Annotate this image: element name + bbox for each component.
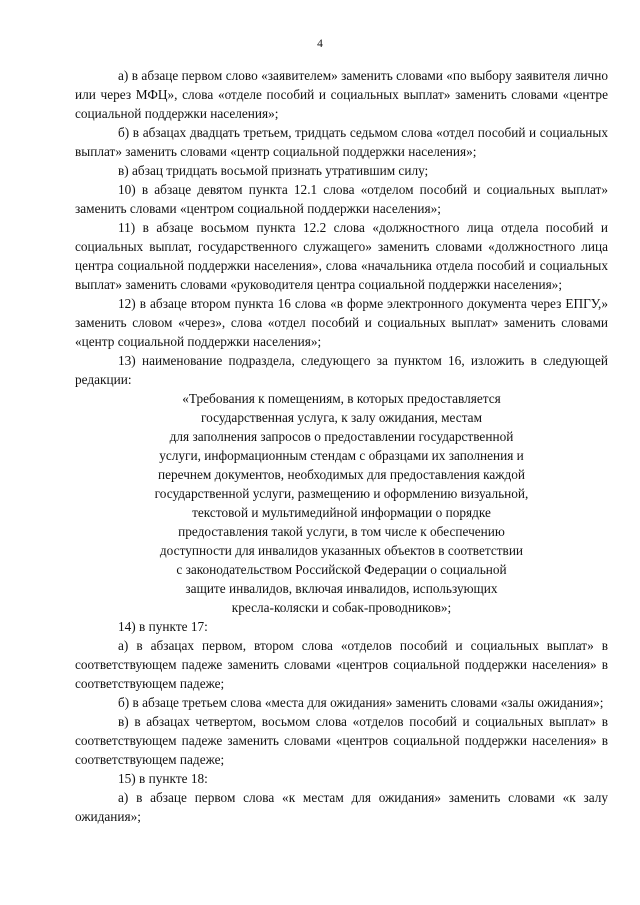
paragraph-item-10: 10) в абзаце девятом пункта 12.1 слова «отделом пособий и социальных выплат» заменить словами «центром социальной поддержки населения»; [75,182,608,216]
heading-line: доступности для инвалидов указанных объектов в соответствии [159,543,524,558]
subsection-heading-quote [75,389,608,617]
paragraph-item-15: 15) в пункте 18: [118,771,208,786]
heading-line: государственная услуга, к залу ожидания, местам [201,410,482,425]
heading-line: защите инвалидов, включая инвалидов, использующих [185,581,498,596]
paragraph-amend-a-first: а) в абзаце первом слово «заявителем» заменить словами «по выбору заявителя лично или через МФЦ», слова «отделе пособий и социальных выплат» заменить словами «центре социальной поддержки населения»; [75,68,608,121]
paragraph-item-11: 11) в абзаце восьмом пункта 12.2 слова «должностного лица отдела пособий и социальных выплат, государственного служащего» заменить словами «должностного лица центра социальной поддержки населения», слова «начальника отдела пособий и социальных выплат» заменить словами «руководителя центра социальной поддержки населения»; [75,220,608,292]
paragraph-item-12: 12) в абзаце втором пункта 16 слова «в форме электронного документа через ЕПГУ,» заменить словом «через», слова «отдел пособий и социальных выплат» заменить словами «центр социальной поддержки населения»; [75,296,608,349]
document-body [75,66,608,826]
heading-line: перечнем документов, необходимых для предоставления каждой [157,467,526,482]
paragraph-amend-v-thirty-eighth: в) абзац тридцать восьмой признать утратившим силу; [118,163,429,178]
heading-line: «Требования к помещениям, в которых предоставляется [182,391,501,406]
paragraph-item-15-a: а) в абзаце первом слова «к местам для ожидания» заменить словами «к залу ожидания»; [75,790,608,824]
heading-line: услуги, информационным стендам с образцами их заполнения и [159,448,524,463]
paragraph-item-14: 14) в пункте 17: [118,619,208,634]
heading-line: текстовой и мультимедийной информации о порядке [192,505,491,520]
paragraph-item-14-v: в) в абзацах четвертом, восьмом слова «отделов пособий и социальных выплат» в соответствующем падеже заменить словами «центров социальной поддержки населения» в соответствующем падеже; [75,714,608,767]
heading-line: кресла-коляски и собак-проводников»; [231,600,452,615]
paragraph-amend-b-twenty-third: б) в абзацах двадцать третьем, тридцать седьмом слова «отдел пособий и социальных выплат» заменить словами «центр социальной поддержки населения»; [75,125,608,159]
paragraph-item-14-b: б) в абзаце третьем слова «места для ожидания» заменить словами «залы ожидания»; [118,695,604,710]
paragraph-item-13: 13) наименование подраздела, следующего за пунктом 16, изложить в следующей редакции: [75,353,608,387]
heading-line: для заполнения запросов о предоставлении государственной [169,429,514,444]
heading-line: предоставления такой услуги, в том числе к обеспечению [178,524,505,539]
page-number: 4 [317,38,323,50]
heading-line: государственной услуги, размещению и оформлению визуальной, [154,486,529,501]
paragraph-item-14-a: а) в абзацах первом, втором слова «отделов пособий и социальных выплат» в соответствующем падеже заменить словами «центров социальной поддержки населения» в соответствующем падеже; [75,638,608,691]
heading-line: с законодательством Российской Федерации о социальной [176,562,507,577]
